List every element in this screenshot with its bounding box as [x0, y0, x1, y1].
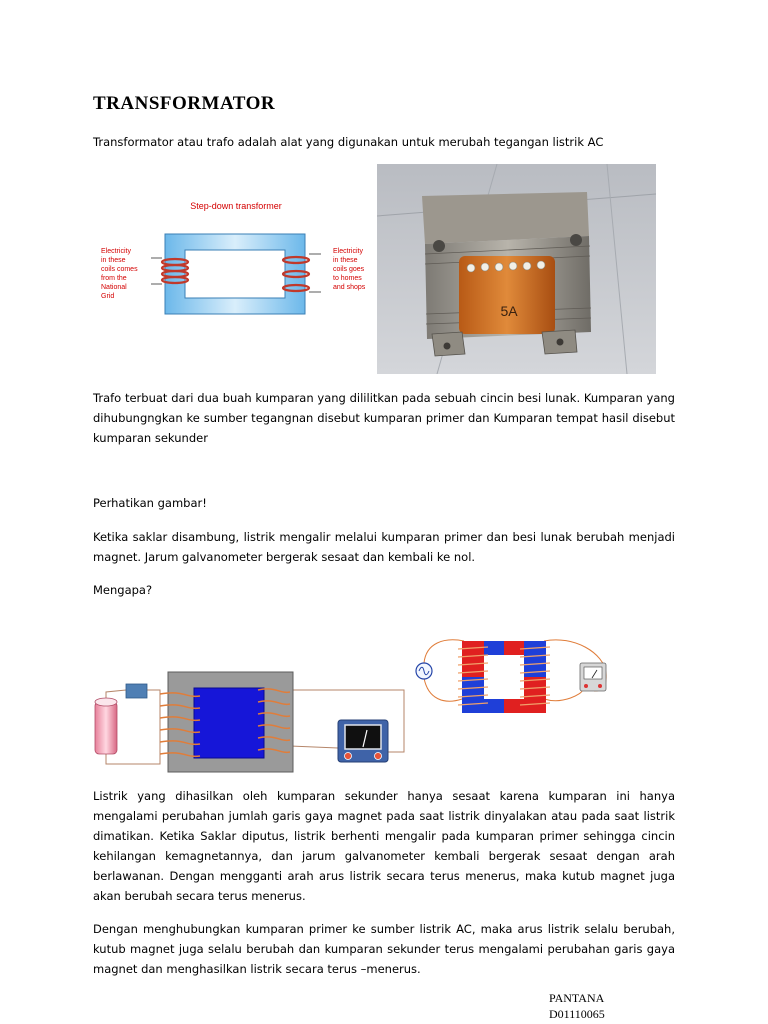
author-block	[549, 990, 605, 1022]
paragraph-ac: Dengan menghubungkan kumparan primer ke sumber listrik AC, maka arus listrik selalu berubah, kutub magnet juga selalu berubah dan kumparan sekunder terus mengalami perubahan garis gaya magnet dan menghasilkan listrik secara terus –menerus.	[93, 922, 675, 976]
electromagnet-core	[462, 641, 546, 713]
page-title: TRANSFORMATOR	[93, 93, 276, 114]
paragraph-construction: Trafo terbuat dari dua buah kumparan yang dililitkan pada sebuah cincin besi lunak. Kumparan yang dihubungngkan ke sumber tegangnan disebut kumparan primer dan Kumparan tempat hasil disebut kumparan sekunder	[93, 391, 675, 445]
soft-iron-block	[194, 688, 264, 758]
core-window	[185, 250, 285, 298]
right-coil-note: Electricity in these coils goes to homes and shops	[333, 248, 366, 291]
ac-magnet-diagram	[414, 633, 614, 715]
question-text: Mengapa?	[93, 583, 153, 597]
author-id: D01110065	[549, 1007, 605, 1021]
experiment-circuit-diagram	[90, 668, 412, 776]
step-down-transformer-diagram	[93, 190, 378, 330]
paragraph-switch-on: Ketika saklar disambung, listrik mengalir melalui kumparan primer dan besi lunak berubah menjadi magnet. Jarum galvanometer bergerak sesaat dan kembali ke nol.	[93, 530, 675, 564]
transformer-photo	[377, 164, 656, 374]
diagram-heading: Step-down transformer	[190, 201, 282, 211]
galvanometer	[338, 720, 388, 762]
photo-rating-label: 5A	[500, 303, 518, 319]
switch-icon	[126, 684, 147, 698]
small-galvanometer	[580, 663, 606, 691]
author-name: PANTANA	[549, 991, 605, 1005]
paragraph-explanation: Listrik yang dihasilkan oleh kumparan sekunder hanya sesaat karena kumparan ini hanya mengalami perubahan jumlah garis gaya magnet pada saat listrik dinyalakan atau pada saat listrik dimatikan. Ketika Saklar diputus, listrik berhenti mengalir pada kumparan primer sehingga cincin kehilangan kemagnetannya, dan jarum galvanometer kembali bergerak sesaat dengan arah berlawanan. Dengan mengganti arah arus listrik secara terus menerus, maka kutub magnet juga akan berubah secara terus menerus.	[93, 789, 675, 903]
battery	[95, 698, 117, 754]
left-coil-note: Electricity in these coils comes from the National Grid	[101, 248, 138, 300]
prompt-text: Perhatikan gambar!	[93, 496, 207, 510]
intro-text: Transformator atau trafo adalah alat yang digunakan untuk merubah tegangan listrik AC	[93, 135, 604, 149]
